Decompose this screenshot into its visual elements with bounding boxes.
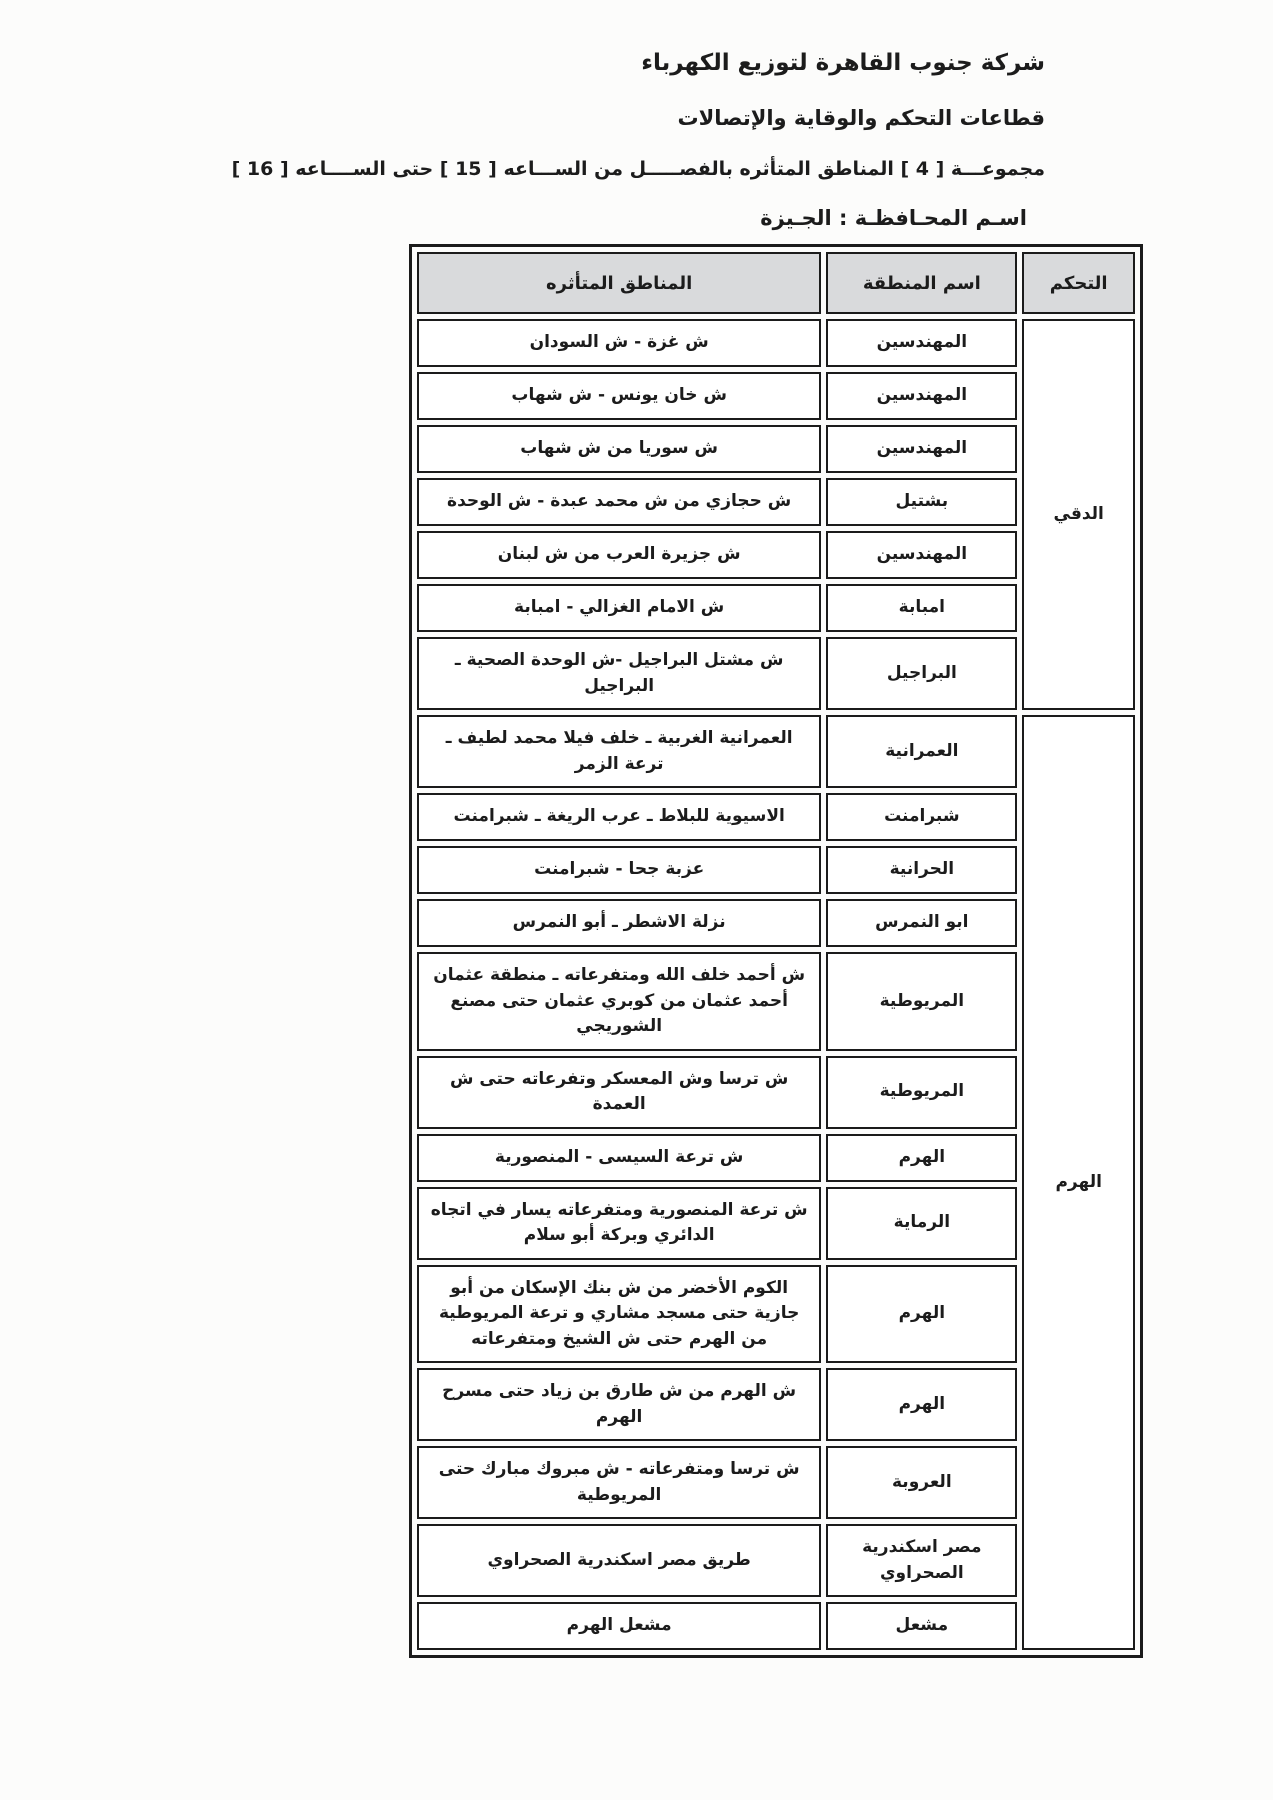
cell-area-name: المريوطية <box>826 1056 1017 1129</box>
cell-control-group: الهرم <box>1022 715 1135 1650</box>
cell-area-name: امبابة <box>826 584 1017 632</box>
cell-affected-areas: نزلة الاشطر ـ أبو النمرس <box>417 899 821 947</box>
cell-area-name: الهرم <box>826 1368 1017 1441</box>
cell-affected-areas: الكوم الأخضر من ش بنك الإسكان من أبو جازية حتى مسجد مشاري و ترعة المريوطية من الهرم حتى ش الشيخ ومتفرعاته <box>417 1265 821 1364</box>
cell-affected-areas: ش ترعة المنصورية ومتفرعاته يسار في اتجاه الدائري وبركة أبو سلام <box>417 1187 821 1260</box>
cell-area-name: ابو النمرس <box>826 899 1017 947</box>
cell-affected-areas: ش الهرم من ش طارق بن زياد حتى مسرح الهرم <box>417 1368 821 1441</box>
cell-affected-areas: مشعل الهرم <box>417 1602 821 1650</box>
department-subtitle: قطاعات التحكم والوقاية والإتصالات <box>677 106 1045 130</box>
cell-affected-areas: ش ترسا وش المعسكر وتفرعاته حتى ش العمدة <box>417 1056 821 1129</box>
cell-affected-areas: عزبة جحا - شبرامنت <box>417 846 821 894</box>
company-title: شركة جنوب القاهرة لتوزيع الكهرباء <box>641 50 1045 76</box>
table-header-row <box>417 252 1135 314</box>
cell-area-name: العمرانية <box>826 715 1017 788</box>
cell-area-name: البراجيل <box>826 637 1017 710</box>
cell-area-name: المريوطية <box>826 952 1017 1051</box>
cell-area-name: مصر اسكندرية الصحراوي <box>826 1524 1017 1597</box>
cell-area-name: بشتيل <box>826 478 1017 526</box>
col-header-control: التحكم <box>1022 252 1135 314</box>
cell-affected-areas: ش أحمد خلف الله ومتفرعاته ـ منطقة عثمان أحمد عثمان من كوبري عثمان حتى مصنع الشوريجي <box>417 952 821 1051</box>
cell-affected-areas: ش سوريا من ش شهاب <box>417 425 821 473</box>
cell-affected-areas: ش جزيرة العرب من ش لبنان <box>417 531 821 579</box>
cell-area-name: الهرم <box>826 1134 1017 1182</box>
cell-affected-areas: ش ترسا ومتفرعاته - ش مبروك مبارك حتى المريوطية <box>417 1446 821 1519</box>
cell-area-name: المهندسين <box>826 319 1017 367</box>
cell-area-name: شبرامنت <box>826 793 1017 841</box>
table-body <box>417 319 1135 1650</box>
col-header-area-name: اسم المنطقة <box>826 252 1017 314</box>
cell-affected-areas: ش مشتل البراجيل -ش الوحدة الصحية ـ البراجيل <box>417 637 821 710</box>
table-row <box>417 715 1135 788</box>
outage-table-wrapper <box>409 244 1143 1658</box>
cell-affected-areas: الاسيوية للبلاط ـ عرب الريغة ـ شبرامنت <box>417 793 821 841</box>
cell-area-name: الحرانية <box>826 846 1017 894</box>
cell-affected-areas: ش الامام الغزالي - امبابة <box>417 584 821 632</box>
governorate-line: اسـم المحـافظـة : الجـيزة <box>760 206 1027 230</box>
cell-area-name: المهندسين <box>826 531 1017 579</box>
table-row <box>417 319 1135 367</box>
cell-area-name: الرماية <box>826 1187 1017 1260</box>
cell-area-name: المهندسين <box>826 425 1017 473</box>
cell-affected-areas: ش غزة - ش السودان <box>417 319 821 367</box>
cell-affected-areas: العمرانية الغربية ـ خلف فيلا محمد لطيف ـ ترعة الزمر <box>417 715 821 788</box>
cell-affected-areas: ش خان يونس - ش شهاب <box>417 372 821 420</box>
outage-table <box>409 244 1143 1658</box>
col-header-affected-areas: المناطق المتأثره <box>417 252 821 314</box>
document-headings <box>0 50 1273 230</box>
cell-affected-areas: ش ترعة السيسى - المنصورية <box>417 1134 821 1182</box>
cell-area-name: مشعل <box>826 1602 1017 1650</box>
cell-area-name: الهرم <box>826 1265 1017 1364</box>
cell-affected-areas: ش حجازي من ش محمد عبدة - ش الوحدة <box>417 478 821 526</box>
cell-area-name: المهندسين <box>826 372 1017 420</box>
cell-affected-areas: طريق مصر اسكندرية الصحراوي <box>417 1524 821 1597</box>
cell-area-name: العروبة <box>826 1446 1017 1519</box>
group-and-hours-line: مجموعـــة [ 4 ] المناطق المتأثره بالفصـــــل من الســـاعه [ 15 ] حتى الســــاعه [ 16 ] <box>231 158 1045 180</box>
cell-control-group: الدقي <box>1022 319 1135 710</box>
